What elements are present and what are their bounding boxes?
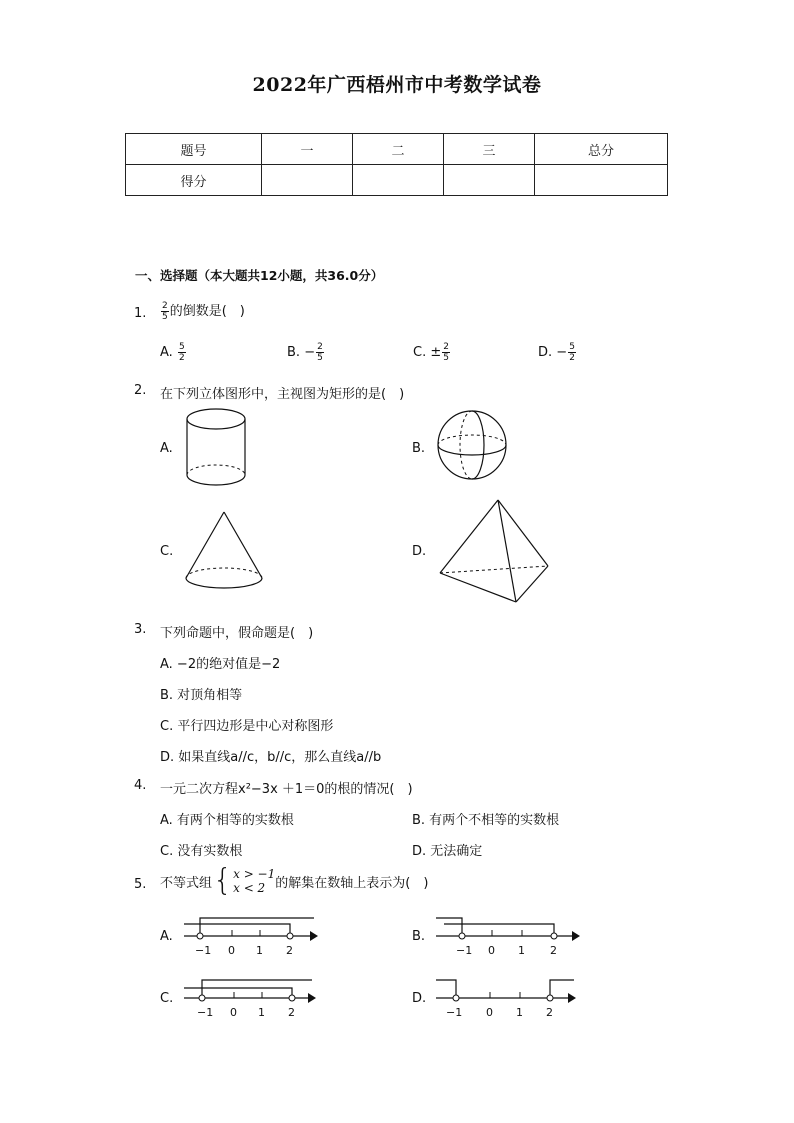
table-cell bbox=[262, 165, 353, 196]
tick-label: −1 bbox=[446, 1006, 463, 1019]
tick-label: 0 bbox=[230, 1006, 237, 1019]
question-number: 1. bbox=[134, 306, 147, 321]
cone-figure bbox=[182, 508, 266, 594]
table-cell: 三 bbox=[444, 134, 535, 165]
option-a[interactable]: A. bbox=[160, 929, 173, 944]
option-d[interactable]: D. 如果直线a//c，b//c，那么直线a//b bbox=[160, 750, 382, 765]
option-d[interactable]: D. 无法确定 bbox=[412, 844, 483, 859]
number-line-c bbox=[182, 972, 322, 1022]
tick-label: 0 bbox=[228, 944, 235, 957]
question-stem: 下列命题中，假命题是( ) bbox=[160, 626, 314, 641]
tick-label: 0 bbox=[486, 1006, 493, 1019]
number-line-b bbox=[434, 910, 584, 960]
table-cell bbox=[535, 165, 668, 196]
sphere-figure bbox=[434, 407, 510, 483]
option-b[interactable]: B. 有两个不相等的实数根 bbox=[412, 813, 560, 828]
question-number: 3. bbox=[134, 622, 147, 637]
fraction: $\frac{2}{5}$ bbox=[162, 301, 168, 322]
tick-label: 1 bbox=[258, 1006, 265, 1019]
table-cell: 得分 bbox=[126, 165, 262, 196]
tick-label: 1 bbox=[256, 944, 263, 957]
question-number: 4. bbox=[134, 778, 147, 793]
question-stem: 在下列立体图形中，主视图为矩形的是( ) bbox=[160, 387, 405, 402]
option-c[interactable]: C. ± $\frac{2}{5}$ bbox=[413, 342, 449, 363]
option-b[interactable]: B. bbox=[412, 929, 426, 944]
option-d[interactable]: D. bbox=[412, 991, 427, 1006]
option-b[interactable]: B. 对顶角相等 bbox=[160, 688, 243, 703]
table-cell bbox=[444, 165, 535, 196]
table-cell: 题号 bbox=[126, 134, 262, 165]
section-heading: 一、选择题（本大题共12小题，共36.0分） bbox=[135, 268, 384, 283]
option-b[interactable]: B. bbox=[412, 441, 426, 456]
question-stem: $\frac{2}{5}$ 的倒数是( ) bbox=[162, 301, 245, 322]
table-cell: 总分 bbox=[535, 134, 668, 165]
number-line-a bbox=[182, 910, 322, 960]
table-cell bbox=[353, 165, 444, 196]
tick-label: −1 bbox=[195, 944, 212, 957]
option-d[interactable]: D. bbox=[412, 544, 427, 559]
question-number: 2. bbox=[134, 383, 147, 398]
tick-label: 2 bbox=[550, 944, 557, 957]
option-c[interactable]: C. bbox=[160, 544, 174, 559]
question-stem: 不等式组 { x > −1 x < 2 的解集在数轴上表示为( ) bbox=[160, 863, 429, 898]
option-a[interactable]: A. 有两个相等的实数根 bbox=[160, 813, 294, 828]
tick-label: 2 bbox=[286, 944, 293, 957]
tick-label: 1 bbox=[518, 944, 525, 957]
option-d[interactable]: D. − $\frac{5}{2}$ bbox=[538, 342, 575, 363]
question-stem: 一元二次方程x²−3x ＋1＝0的根的情况( ) bbox=[160, 782, 413, 797]
number-line-d bbox=[434, 972, 584, 1022]
score-table bbox=[125, 133, 668, 196]
tick-label: 1 bbox=[516, 1006, 523, 1019]
question-number: 5. bbox=[134, 877, 147, 892]
exam-title: 2022年广西梧州市中考数学试卷 bbox=[252, 74, 542, 96]
inequality-system: x > −1 x < 2 bbox=[233, 867, 276, 895]
option-a[interactable]: A. bbox=[160, 441, 173, 456]
table-row bbox=[126, 165, 668, 196]
table-row bbox=[126, 134, 668, 165]
option-a[interactable]: A. −2的绝对值是−2 bbox=[160, 657, 281, 672]
option-a[interactable]: A. $\frac{5}{2}$ bbox=[160, 342, 185, 363]
cylinder-figure bbox=[183, 405, 249, 489]
option-c[interactable]: C. 没有实数根 bbox=[160, 844, 243, 859]
tick-label: −1 bbox=[456, 944, 473, 957]
tick-label: 2 bbox=[288, 1006, 295, 1019]
tick-label: 2 bbox=[546, 1006, 553, 1019]
table-cell: 二 bbox=[353, 134, 444, 165]
tick-label: −1 bbox=[197, 1006, 214, 1019]
option-c[interactable]: C. bbox=[160, 991, 174, 1006]
option-c[interactable]: C. 平行四边形是中心对称图形 bbox=[160, 719, 334, 734]
tetrahedron-figure bbox=[436, 496, 552, 606]
option-b[interactable]: B. − $\frac{2}{5}$ bbox=[287, 342, 323, 363]
tick-label: 0 bbox=[488, 944, 495, 957]
table-cell: 一 bbox=[262, 134, 353, 165]
